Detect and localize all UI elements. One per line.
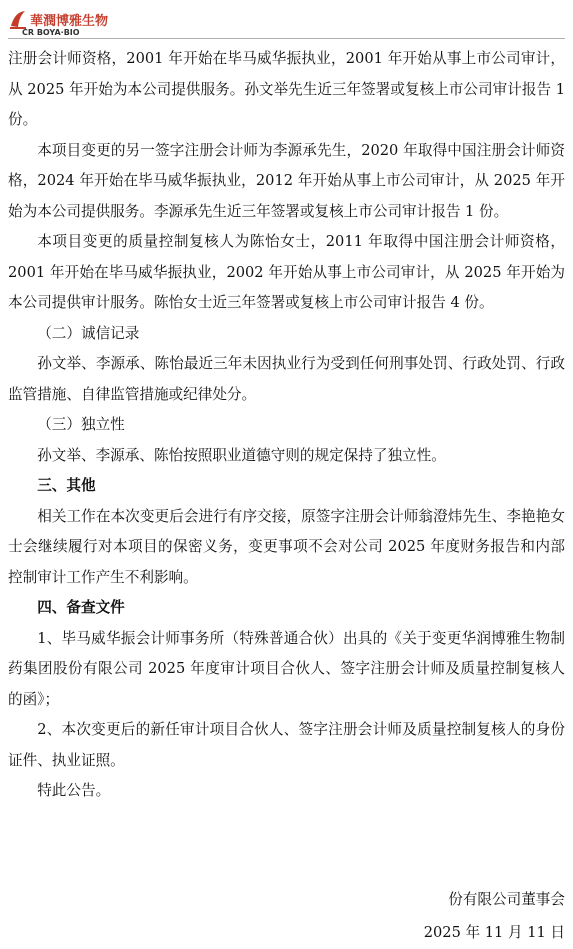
paragraph-sun-wenju: 注册会计师资格，2001 年开始在毕马威华振执业，2001 年开始从事上市公司审计，从 2025 年开始为本公司提供服务。孙文举先生近三年签署或复核上市公司审计报告 1 份。 <box>8 50 565 128</box>
company-logo <box>8 6 128 40</box>
logo-english: CR BOYA·BIO <box>22 28 80 37</box>
section-documents-title: 四、备查文件 <box>37 599 125 616</box>
section-other-text: 相关工作在本次变更后会进行有序交接，原签字注册会计师翁澄炜先生、李艳艳女士会继续履行对本项目的保密义务，变更事项不会对公司 2025 年度财务报告和内部控制审计工作产生不利影响。 <box>8 507 565 586</box>
signature-date: 2025 年 11 月 11 日 <box>423 924 565 941</box>
document-body <box>8 44 565 807</box>
logo-name: 華潤博雅生物 <box>30 14 109 29</box>
subsection-independence-text: 孙文举、李源承、陈怡按照职业道德守则的规定保持了独立性。 <box>37 446 446 464</box>
documents-item-1: 1、毕马威华振会计师事务所（特殊普通合伙）出具的《关于变更华润博雅生物制药集团股份有限公司 2025 年度审计项目合伙人、签字注册会计师及质量控制复核人的函》； <box>8 629 565 708</box>
header-divider <box>8 38 565 39</box>
section-other-title: 三、其他 <box>37 477 96 494</box>
documents-item-2: 2、本次变更后的新任审计项目合伙人、签字注册会计师及质量控制复核人的身份证件、执业证照。 <box>8 721 565 769</box>
subsection-integrity-title: （二）诚信记录 <box>37 324 140 342</box>
logo-mark-icon <box>8 8 28 30</box>
closing-statement: 特此公告。 <box>37 782 111 799</box>
subsection-integrity-text: 孙文举、李源承、陈怡最近三年未因执业行为受到任何刑事处罚、行政处罚、行政监管措施、自律监管措施或纪律处分。 <box>8 355 565 403</box>
paragraph-chen-yi: 本项目变更的质量控制复核人为陈怡女士，2011 年取得中国注册会计师资格，2001 年开始在毕马威华振执业，2002 年开始从事上市公司审计，从 2025 年开始为本公司提供审计服务。陈怡女士近三年签署或复核上市公司审计报告 4 份。 <box>8 233 565 311</box>
signature-org: 份有限公司董事会 <box>448 891 565 908</box>
subsection-independence-title: （三）独立性 <box>37 416 125 433</box>
paragraph-li-yuancheng: 本项目变更的另一签字注册会计师为李源承先生，2020 年取得中国注册会计师资格，2024 年开始在毕马威华振执业，2012 年开始从事上市公司审计，从 2025 年开始为本公司提供服务。李源承先生近三年签署或复核上市公司审计报告 1 份。 <box>8 141 565 220</box>
